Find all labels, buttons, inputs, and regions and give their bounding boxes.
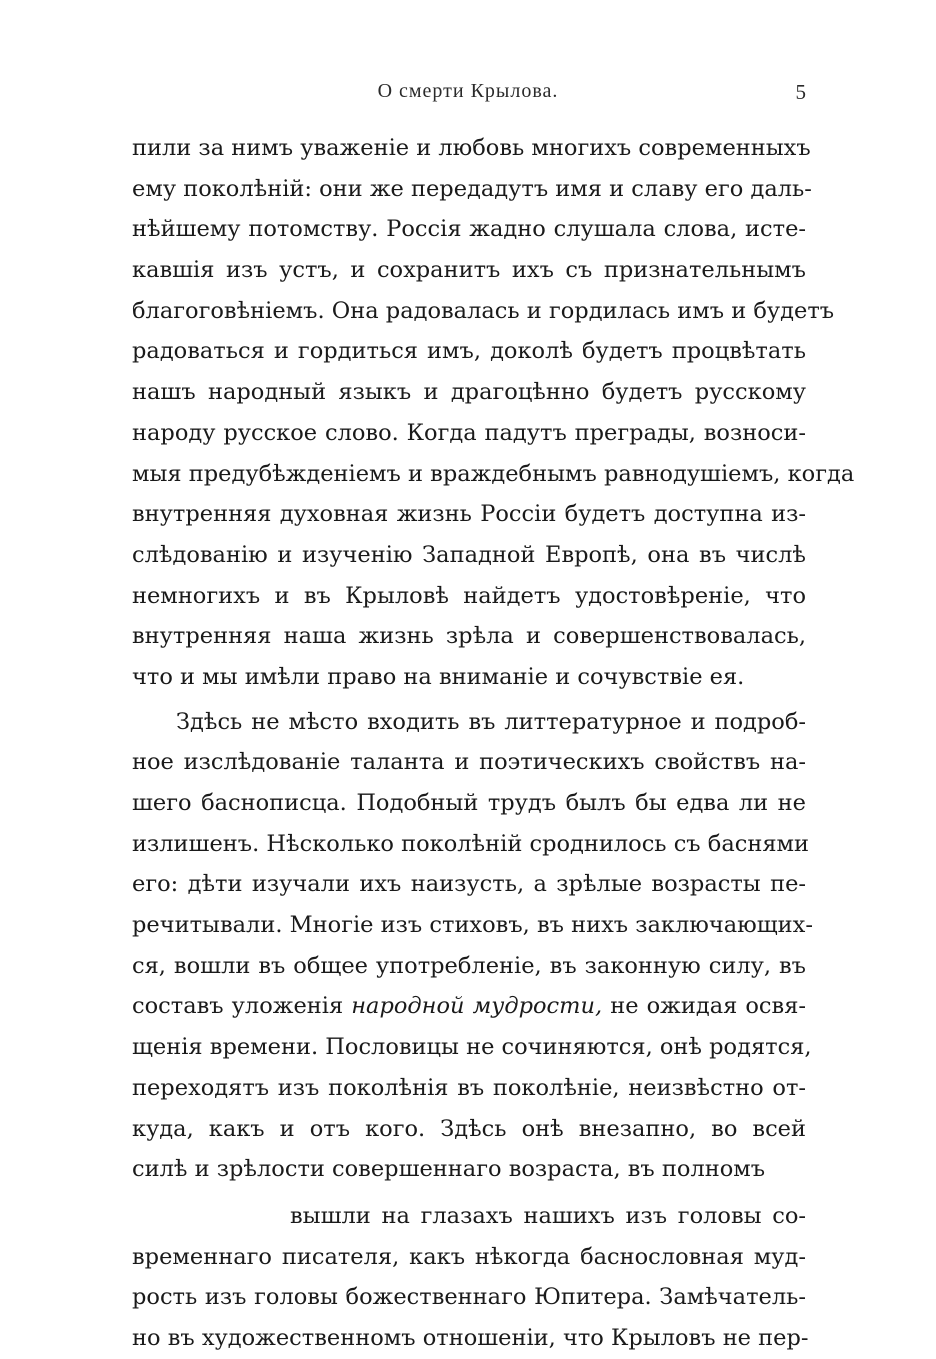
text-line: ное изслѣдованіе таланта и поэтическихъ свойствъ на- (132, 749, 806, 776)
text-line: временнаго писателя, какъ нѣкогда баснословная муд- (132, 1243, 806, 1270)
body-text (132, 128, 855, 1359)
text-line: немногихъ и въ Крыловѣ найдетъ удостовѣреніе, что (132, 582, 806, 609)
text-line: мыя предубѣжденіемъ и враждебнымъ равнодушіемъ, когда (132, 460, 855, 487)
running-head (130, 80, 806, 110)
text-line: но въ художественномъ отношеніи, что Крыловъ не пер- (132, 1324, 809, 1351)
text-line: куда, какъ и отъ кого. Здѣсь онѣ внезапно, во всей (132, 1115, 806, 1142)
text-segment: составъ уложенія (132, 993, 352, 1020)
text-line: Здѣсь не мѣсто входить въ литтературное и подроб- (176, 708, 806, 735)
text-line: речитывали. Многіе изъ стиховъ, въ нихъ заключающих- (132, 912, 813, 939)
text-line: что и мы имѣли право на вниманіе и сочувствіе ея. (132, 663, 745, 690)
running-title: О смерти Крылова. (377, 80, 559, 102)
text-line: излишенъ. Нѣсколько поколѣній сроднилось съ баснями (132, 830, 810, 857)
text-line: радоваться и гордиться имъ, доколѣ будетъ процвѣтать (132, 338, 806, 365)
text-line: шего баснописца. Подобный трудъ былъ бы едва ли не (132, 790, 806, 816)
text-line: вышли на глазахъ нашихъ изъ головы со- (290, 1202, 806, 1229)
text-line: ему поколѣній: они же передадутъ имя и славу его даль- (132, 175, 812, 202)
text-line: народу русское слово. Когда падутъ преграды, возноси- (132, 419, 806, 446)
text-line: благоговѣніемъ. Она радовалась и гордилась имъ и будетъ (132, 297, 835, 324)
text-line: внутренняя наша жизнь зрѣла и совершенствовалась, (132, 623, 806, 650)
text-line: нѣйшему потомству. Россія жадно слушала слова, исте- (132, 216, 806, 243)
text-segment: не ожидая освя- (602, 993, 806, 1020)
text-line: ся, вошли въ общее употребленіе, въ законную силу, въ (132, 952, 806, 979)
text-line-with-italic (132, 986, 806, 1027)
text-line: пили за нимъ уваженіе и любовь многихъ современныхъ (132, 135, 811, 161)
text-line: кавшія изъ устъ, и сохранитъ ихъ съ признательнымъ (132, 257, 806, 284)
text-line: переходятъ изъ поколѣнія въ поколѣніе, неизвѣстно от- (132, 1074, 806, 1101)
text-line: рость изъ головы божественнаго Юпитера. Замѣчатель- (132, 1284, 806, 1311)
text-line: внутренняя духовная жизнь Россіи будетъ доступна из- (132, 501, 806, 528)
page-number: 5 (795, 80, 806, 104)
text-line: слѣдованію и изученію Западной Европѣ, она въ числѣ (132, 541, 806, 568)
italic-phrase: народной мудрости, (351, 993, 603, 1020)
text-line: его: дѣти изучали ихъ наизусть, а зрѣлые возрасты пе- (132, 871, 806, 898)
text-line: силѣ и зрѣлости совершеннаго возраста, въ полномъ (132, 1156, 766, 1183)
text-line: щенія времени. Пословицы не сочиняются, онѣ родятся, (132, 1034, 812, 1061)
text-line: нашъ народный языкъ и драгоцѣнно будетъ русскому (132, 379, 806, 406)
